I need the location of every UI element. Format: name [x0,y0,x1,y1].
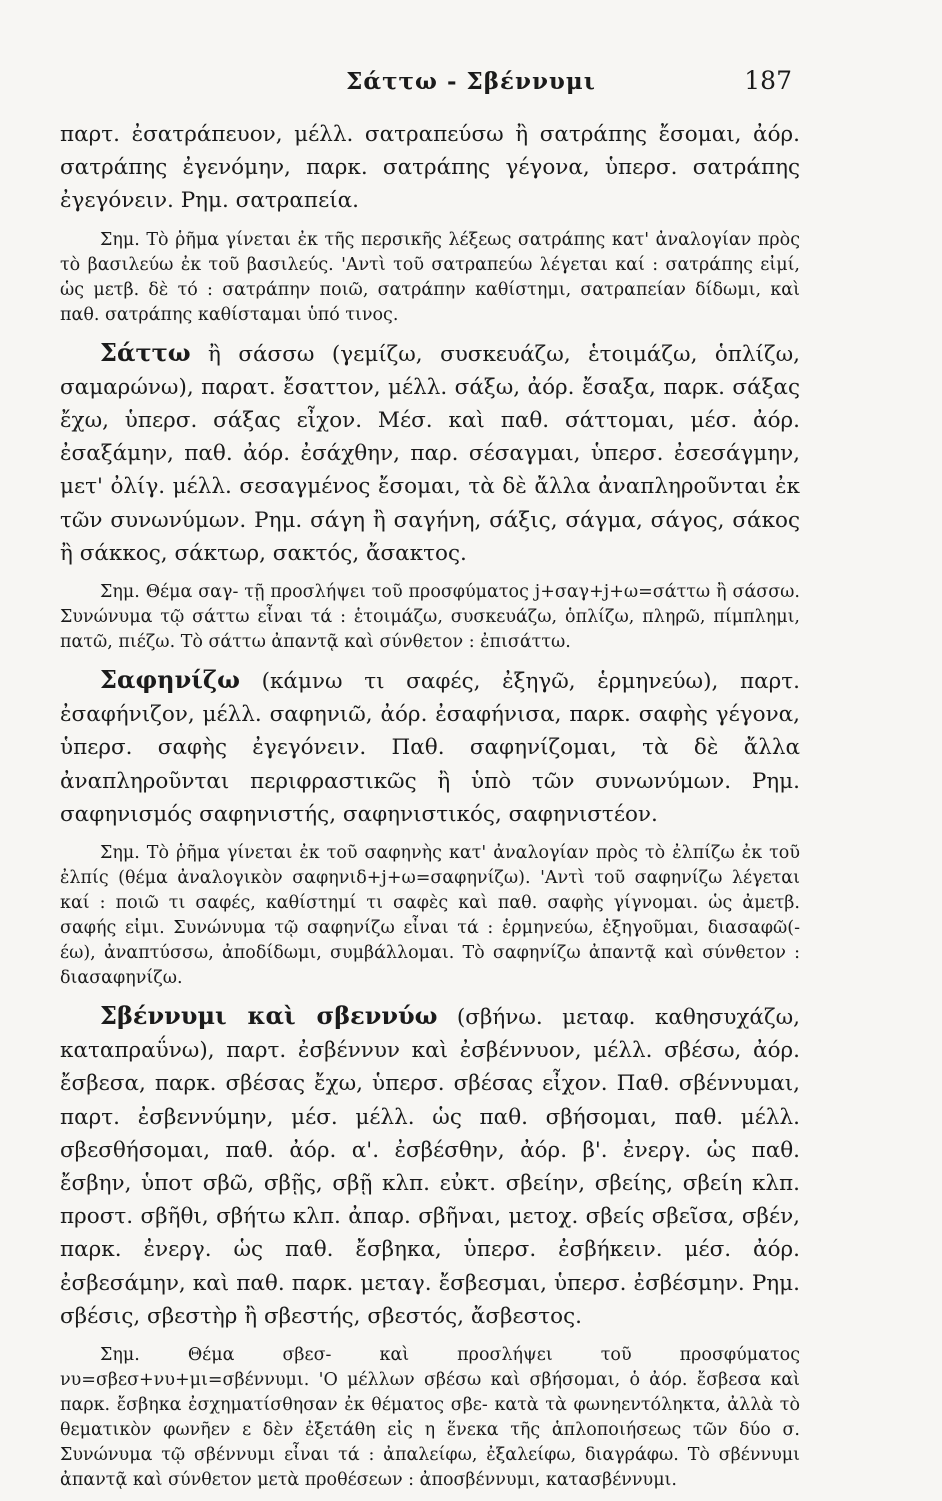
grammar-note [60,1343,800,1493]
entry-headword: Σαφηνίζω [100,665,240,695]
running-head [0,62,942,102]
entry-headword: Σάττω [100,337,191,367]
grammar-note [60,580,800,655]
note-text: Σημ. Τὸ ῥῆμα γίνεται ἐκ τοῦ σαφηνὴς κατ' ἀναλογίαν πρὸς τὸ ἐλπίζω ἐκ τοῦ ἐλπίς (θέμα ἀναλογικὸν σαφηνιδ+j+ω=σαφηνίζω). 'Αντὶ τοῦ σαφηνίζω λέγεται καί : ποιῶ τι σαφές, καθίστημί τι σαφὲς καὶ παθ. σαφὴς γίγνομαι. ὡς ἀμετβ. σαφής εἰμι. Συνώνυμα τῷ σαφηνίζω εἶναι τά : ἑρμηνεύω, ἐξηγοῦμαι, διασαφῶ(-έω), ἀναπτύσσω, ἀποδίδωμι, συμβάλλομαι. Τὸ σαφηνίζω ἀπαντᾷ καὶ σύνθετον : διασαφηνίζω. [60,843,800,989]
entry-continuation-text [60,118,800,218]
dictionary-entry [60,663,800,831]
grammar-note [60,841,800,991]
dictionary-entry [60,336,800,570]
entry-text: (κάμνω τι σαφές, ἐξηγῶ, ἑρμηνεύω), παρτ. ἐσαφήνιζον, μέλλ. σαφηνιῶ, ἀόρ. ἐσαφήνισα, παρκ. σαφὴς γέγονα, ὑπερσ. σαφὴς ἐγεγόνειν. Παθ. σαφηνίζομαι, τὰ δὲ ἄλλα ἀναπληροῦνται περιφραστικῶς ἢ ὑπὸ τῶν συνωνύμων. Ρημ. σαφηνισμός σαφηνιστής, σαφηνιστικός, σαφηνιστέον. [60,669,800,827]
entry-text: παρτ. ἐσατράπευον, μέλλ. σατραπεύσω ἢ σατράπης ἔσομαι, ἀόρ. σατράπης ἐγενόμην, παρκ. σατράπης γέγονα, ὑπερσ. σατράπης ἐγεγόνειν. Ρημ. σατραπεία. [60,122,800,214]
entry-text: ἢ σάσσω (γεμίζω, συσκευάζω, ἑτοιμάζω, ὁπλίζω, σαμαρώνω), παρατ. ἔσαττον, μέλλ. σάξω, ἀόρ. ἔσαξα, παρκ. σάξας ἔχω, ὑπερσ. σάξας εἶχον. Μέσ. καὶ παθ. σάττομαι, μέσ. ἀόρ. ἐσαξάμην, παθ. ἀόρ. ἐσάχθην, παρ. σέσαγμαι, ὑπερσ. ἐσεσάγμην, μετ' ὀλίγ. μέλλ. σεσαγμένος ἔσομαι, τὰ δὲ ἄλλα ἀναπληροῦνται ἐκ τῶν συνωνύμων. Ρημ. σάγη ἢ σαγήνη, σάξις, σάγμα, σάγος, σάκος ἢ σάκκος, σάκτωρ, σακτός, ἄσακτος. [60,341,800,566]
dictionary-entry [60,999,800,1333]
running-head-title: Σάττω - Σβέννυμι [346,68,596,95]
page-body [60,118,800,1501]
page-number: 187 [744,66,792,95]
note-text: Σημ. Θέμα σαγ- τῇ προσλήψει τοῦ προσφύματος j+σαγ+j+ω=σάττω ἢ σάσσω. Συνώνυμα τῷ σάττω εἶναι τά : ἑτοιμάζω, συσκευάζω, ὁπλίζω, πληρῶ, πίμπλημι, πατῶ, πιέζω. Τὸ σάττω ἀπαντᾷ καὶ σύνθετον : ἐπισάττω. [60,582,800,653]
note-text: Σημ. Τὸ ῥῆμα γίνεται ἐκ τῆς περσικῆς λέξεως σατράπης κατ' ἀναλογίαν πρὸς τὸ βασιλεύω ἐκ τοῦ βασιλεύς. 'Αντὶ τοῦ σατραπεύω λέγεται καί : σατράπης εἰμί, ὡς μετβ. δὲ τό : σατράπην ποιῶ, σατράπην καθίστημι, σατραπείαν δίδωμι, καὶ παθ. σατράπης καθίσταμαι ὑπό τινος. [60,229,800,325]
entry-headword: Σβέννυμι καὶ σβεννύω [100,1001,438,1031]
note-text: Σημ. Θέμα σβεσ- καὶ προσλήψει τοῦ προσφύματος νυ=σβεσ+νυ+μι=σβέννυμι. 'Ο μέλλων σβέσω καὶ σβήσομαι, ὁ ἀόρ. ἔσβεσα καὶ παρκ. ἔσβηκα ἐσχηματίσθησαν ἐκ θέματος σβε- κατὰ τὰ φωνηεντόληκτα, ἀλλὰ τὸ θεματικὸν φωνῆεν ε δὲν ἐξετάθη εἰς η ἕνεκα τῆς ἁπλοποιήσεως τῶν δύο σ. Συνώνυμα τῷ σβέννυμι εἶναι τά : ἀπαλείφω, ἐξαλείφω, διαγράφω. Τὸ σβέννυμι ἀπαντᾷ καὶ σύνθετον μετὰ προθέσεων : ἀποσβέννυμι, κατασβέννυμι. [60,1345,800,1491]
entry-text: (σβήνω. μεταφ. καθησυχάζω, καταπραΰνω), παρτ. ἐσβέννυν καὶ ἐσβέννυον, μέλλ. σβέσω, ἀόρ. ἔσβεσα, παρκ. σβέσας ἔχω, ὑπερσ. σβέσας εἶχον. Παθ. σβέννυμαι, παρτ. ἐσβεννύμην, μέσ. μέλλ. ὡς παθ. σβήσομαι, παθ. μέλλ. σβεσθήσομαι, παθ. ἀόρ. α'. ἐσβέσθην, ἀόρ. β'. ἐνεργ. ὡς παθ. ἔσβην, ὑποτ σβῶ, σβῇς, σβῇ κλπ. εὐκτ. σβείην, σβείης, σβείη κλπ. προστ. σβῆθι, σβήτω κλπ. ἀπαρ. σβῆναι, μετοχ. σβείς σβεῖσα, σβέν, παρκ. ἐνεργ. ὡς παθ. ἔσβηκα, ὑπερσ. ἐσβήκειν. μέσ. ἀόρ. ἐσβεσάμην, καὶ παθ. παρκ. μεταγ. ἔσβεσμαι, ὑπερσ. ἐσβέσμην. Ρημ. σβέσις, σβεστὴρ ἢ σβεστής, σβεστός, ἄσβεστος. [60,1005,800,1329]
grammar-note [60,228,800,328]
